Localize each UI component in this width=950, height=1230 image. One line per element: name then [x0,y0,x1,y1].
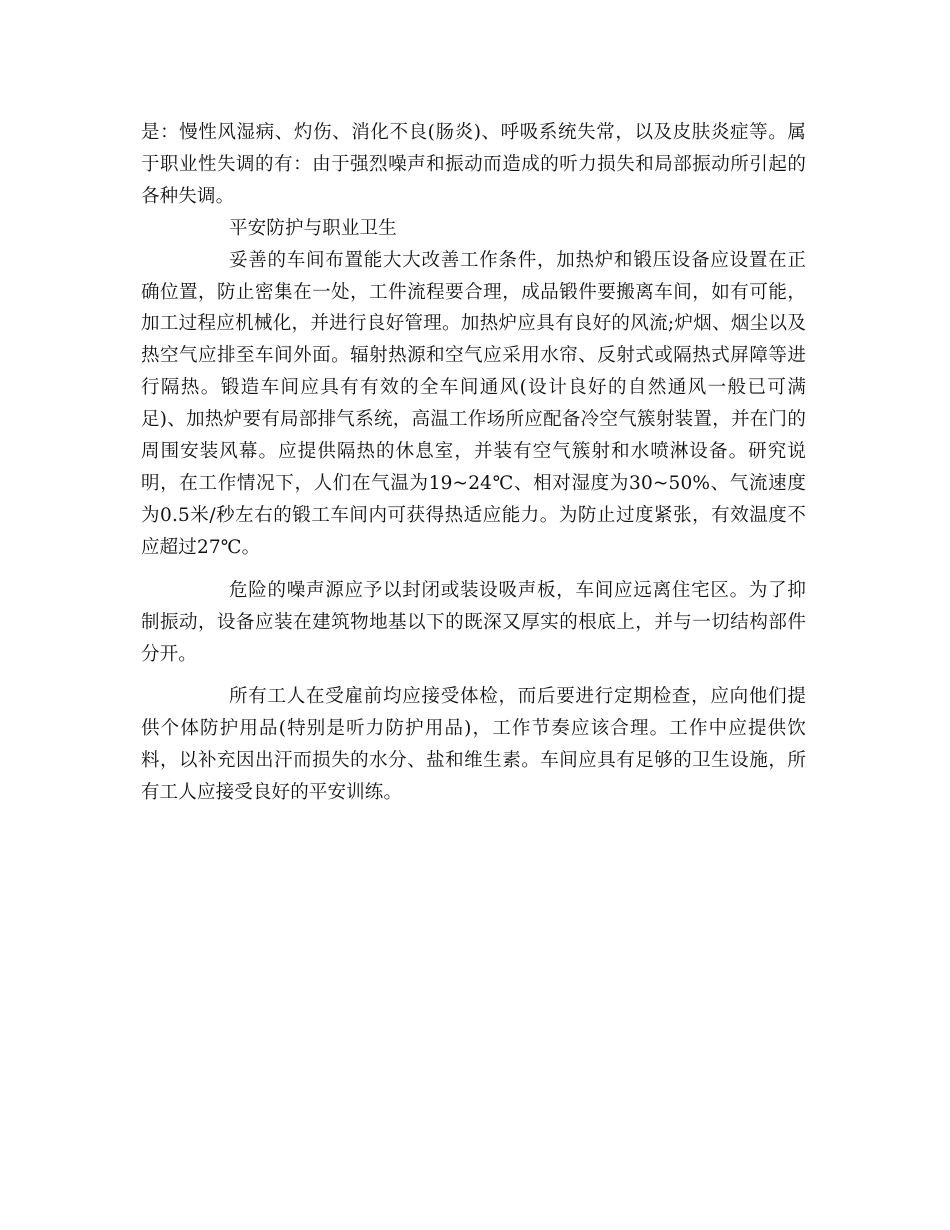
paragraph-gap [141,670,806,681]
paragraph-gap [141,564,806,575]
paragraph-workshop-layout: 妥善的车间布置能大大改善工作条件，加热炉和锻压设备应设置在正确位置，防止密集在一处，工件流程要合理，成品锻件要搬离车间，如有可能，加工过程应机械化，并进行良好管理。加热炉应具有良好的风流;炉烟、烟尘以及热空气应排至车间外面。辐射热源和空气应采用水帘、反射式或隔热式屏障等进行隔热。锻造车间应具有有效的全车间通风(设计良好的自然通风一般已可满足)、加热炉要有局部排气系统，高温工作场所应配备冷空气簇射装置，并在门的周围安装风幕。应提供隔热的休息室，并装有空气簇射和水喷淋设备。研究说明，在工作情况下，人们在气温为19~24℃、相对湿度为30~50%、气流速度为0.5米/秒左右的锻工车间内可获得热适应能力。为防止过度紧张，有效温度不应超过27℃。 [141,249,806,558]
section-heading: 平安防护与职业卫生 [229,217,397,239]
document-body [141,117,806,809]
paragraph-noise-vibration: 危险的噪声源应予以封闭或装设吸声板，车间应远离住宅区。为了抑制振动，设备应装在建筑物地基以下的既深又厚实的根底上，并与一切结构部件分开。 [141,579,806,665]
paragraph-worker-health: 所有工人在受雇前均应接受体检，而后要进行定期检查，应向他们提供个体防护用品(特别是听力防护用品)，工作节奏应该合理。工作中应提供饮料，以补充因出汗而损失的水分、盐和维生素。车间应具有足够的卫生设施，所有工人应接受良好的平安训练。 [141,686,806,804]
paragraph-continuation: 是：慢性风湿病、灼伤、消化不良(肠炎)、呼吸系统失常，以及皮肤炎症等。属于职业性失调的有：由于强烈噪声和振动而造成的听力损失和局部振动所引起的各种失调。 [141,122,806,207]
